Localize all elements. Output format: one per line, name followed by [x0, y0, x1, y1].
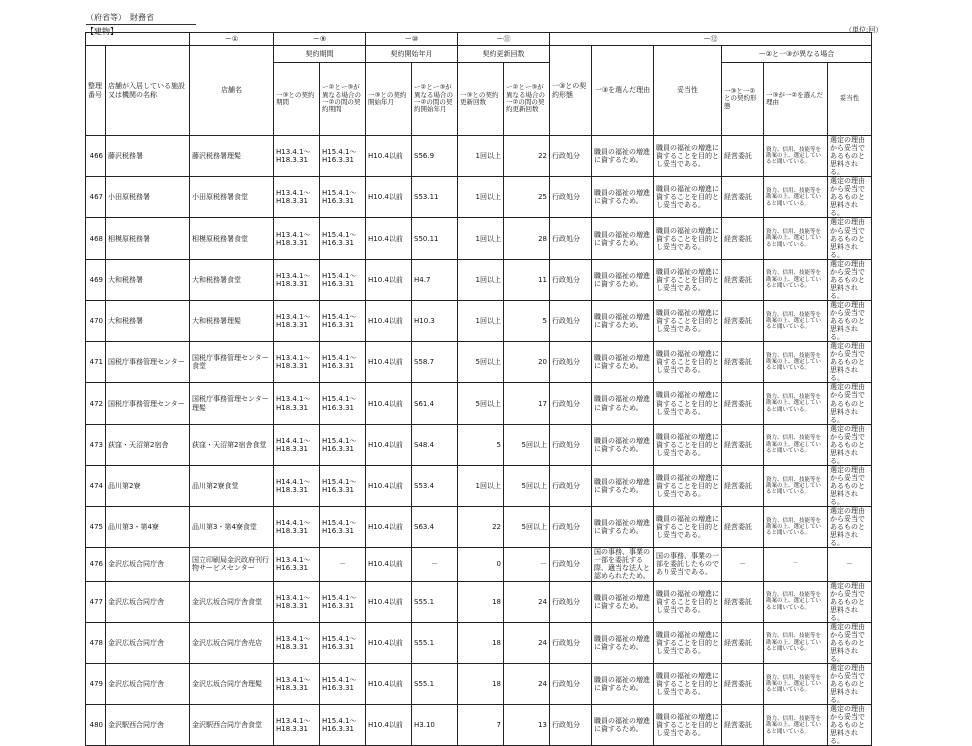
row-reason: 職員の福祉の増進に資するため。: [592, 465, 654, 506]
row-form: 行政処分: [550, 300, 592, 341]
row-period-3: H13.4.1～H18.3.31: [274, 177, 320, 218]
row-start-2: S55.1: [412, 581, 458, 622]
row-store: 国税庁事務管理センター食堂: [190, 342, 274, 383]
table-row: [86, 424, 872, 465]
row-renew-3: 18: [458, 581, 504, 622]
row-form-2: 経営委託: [722, 465, 764, 506]
row-period-2: H15.4.1～H16.3.31: [320, 218, 366, 259]
row-reason: 国の事務、事業の一部を委託する際、適当な法人と認められたため。: [592, 548, 654, 581]
row-form: 行政処分: [550, 622, 592, 663]
column-number-row: [86, 33, 872, 46]
row-start-3: H10.4以前: [366, 465, 412, 506]
row-period-2: H15.4.1～H16.3.31: [320, 581, 366, 622]
row-validity-2: 選定の理由から妥当であるものと思料される。: [828, 218, 872, 259]
row-renew-3: 1回以上: [458, 177, 504, 218]
unit-label: （単位:回）: [845, 26, 883, 34]
header-period-3: 一③との契約期間: [274, 63, 320, 136]
row-reason: 職員の福祉の増進に資するため。: [592, 259, 654, 300]
row-form: 行政処分: [550, 664, 592, 705]
row-form: 行政処分: [550, 465, 592, 506]
row-no: 474: [86, 465, 106, 506]
row-reason-2: 資力、信用、技能等を勘案の上、選定していると聞いている。: [764, 622, 828, 663]
header-group-period: 契約期間: [274, 46, 366, 63]
row-facility: 品川第3・第4寮: [106, 507, 190, 548]
row-reason-2: 資力、信用、技能等を勘案の上、選定していると聞いている。: [764, 465, 828, 506]
row-renew-3: 1回以上: [458, 136, 504, 177]
row-reason: 職員の福祉の増進に資するため。: [592, 218, 654, 259]
row-reason-2: 資力、信用、技能等を勘案の上、選定していると聞いている。: [764, 177, 828, 218]
header-store: 店舗名: [190, 46, 274, 136]
row-reason-2: 資力、信用、技能等を勘案の上、選定していると聞いている。: [764, 507, 828, 548]
row-reason-2: 資力、信用、技能等を勘案の上、選定していると聞いている。: [764, 581, 828, 622]
row-no: 473: [86, 424, 106, 465]
row-facility: 金沢広坂合同庁舎: [106, 664, 190, 705]
row-start-3: H10.4以前: [366, 664, 412, 705]
row-form-2: 経営委託: [722, 424, 764, 465]
row-renew-2: －: [504, 548, 550, 581]
row-period-2: H15.4.1～H16.3.31: [320, 465, 366, 506]
row-period-2: H15.4.1～H16.3.31: [320, 342, 366, 383]
row-validity-2: 選定の理由から妥当であるものと思料される。: [828, 465, 872, 506]
header-validity: 妥当性: [654, 46, 722, 136]
row-start-2: S63.4: [412, 507, 458, 548]
row-reason: 職員の福祉の増進に資するため。: [592, 136, 654, 177]
row-validity: 職員の福祉の増進に資することを目的とし妥当である。: [654, 622, 722, 663]
row-validity: 職員の福祉の増進に資することを目的とし妥当である。: [654, 705, 722, 746]
header-renew-3: 一③との契約更新回数: [458, 63, 504, 136]
row-facility: 金沢広坂合同庁舎: [106, 548, 190, 581]
row-store: 荻窪・天沼第2宿舎食堂: [190, 424, 274, 465]
table-row: [86, 218, 872, 259]
row-renew-3: 1回以上: [458, 300, 504, 341]
row-period-2: H15.4.1～H16.3.31: [320, 622, 366, 663]
table-body: [86, 136, 872, 746]
category-label: 【建物】: [86, 27, 118, 36]
row-store: 相模原税務署食堂: [190, 218, 274, 259]
row-reason: 職員の福祉の増進に資するため。: [592, 342, 654, 383]
row-store: 金沢駅西合同庁舎食堂: [190, 705, 274, 746]
row-start-2: S55.1: [412, 664, 458, 705]
row-renew-2: 5: [504, 300, 550, 341]
col-number-9: ー⑨: [274, 33, 366, 46]
row-period-2: H15.4.1～H16.3.31: [320, 177, 366, 218]
row-form-2: 経営委託: [722, 259, 764, 300]
row-renew-2: 5回以上: [504, 424, 550, 465]
row-form-2: 経営委託: [722, 177, 764, 218]
row-reason: 職員の福祉の増進に資するため。: [592, 177, 654, 218]
row-reason-2: 資力、信用、技能等を勘案の上、選定していると聞いている。: [764, 218, 828, 259]
row-reason-2: 資力、信用、技能等を勘案の上、選定していると聞いている。: [764, 424, 828, 465]
row-period-3: H13.4.1～H18.3.31: [274, 218, 320, 259]
row-renew-2: 24: [504, 581, 550, 622]
row-start-2: H10.3: [412, 300, 458, 341]
row-validity-2: 選定の理由から妥当であるものと思料される。: [828, 581, 872, 622]
row-period-3: H13.4.1～H18.3.31: [274, 622, 320, 663]
row-start-3: H10.4以前: [366, 300, 412, 341]
row-store: 大和税務署食堂: [190, 259, 274, 300]
row-validity-2: 選定の理由から妥当であるものと思料される。: [828, 177, 872, 218]
row-form: 行政処分: [550, 548, 592, 581]
row-validity-2: 選定の理由から妥当であるものと思料される。: [828, 136, 872, 177]
org-name: 財務省: [130, 13, 154, 22]
row-validity-2: 選定の理由から妥当であるものと思料される。: [828, 300, 872, 341]
row-reason: 職員の福祉の増進に資するため。: [592, 622, 654, 663]
row-form: 行政処分: [550, 507, 592, 548]
row-facility: 小田原税務署: [106, 177, 190, 218]
row-start-3: H10.4以前: [366, 581, 412, 622]
row-facility: 国税庁事務管理センター: [106, 383, 190, 424]
row-period-3: H14.4.1～H18.3.31: [274, 424, 320, 465]
row-start-3: H10.4以前: [366, 383, 412, 424]
row-period-2: H15.4.1～H16.3.31: [320, 383, 366, 424]
row-period-3: H13.4.1～H18.3.31: [274, 136, 320, 177]
row-period-2: H15.4.1～H16.3.31: [320, 259, 366, 300]
row-no: 467: [86, 177, 106, 218]
row-facility: 金沢広坂合同庁舎: [106, 581, 190, 622]
row-validity-2: 選定の理由から妥当であるものと思料される。: [828, 383, 872, 424]
row-start-2: S56.9: [412, 136, 458, 177]
row-store: 品川第3・第4寮食堂: [190, 507, 274, 548]
row-no: 478: [86, 622, 106, 663]
row-validity: 職員の福祉の増進に資することを目的とし妥当である。: [654, 136, 722, 177]
row-form-2: 経営委託: [722, 581, 764, 622]
row-renew-3: 1回以上: [458, 259, 504, 300]
row-start-2: H4.7: [412, 259, 458, 300]
table-row: [86, 342, 872, 383]
row-no: 466: [86, 136, 106, 177]
row-renew-2: 5回以上: [504, 507, 550, 548]
row-store: 小田原税務署食堂: [190, 177, 274, 218]
header-no: 整理番号: [86, 46, 106, 136]
row-form-2: 経営委託: [722, 300, 764, 341]
header-reason: 一③を選んだ理由: [592, 46, 654, 136]
row-reason-2: 資力、信用、技能等を勘案の上、選定していると聞いている。: [764, 383, 828, 424]
header-form: 一③との契約形態: [550, 46, 592, 136]
row-validity-2: 選定の理由から妥当であるものと思料される。: [828, 424, 872, 465]
row-renew-2: 17: [504, 383, 550, 424]
row-start-3: H10.4以前: [366, 424, 412, 465]
row-facility: 国税庁事務管理センター: [106, 342, 190, 383]
row-validity-2: 選定の理由から妥当であるものと思料される。: [828, 259, 872, 300]
table-row: [86, 507, 872, 548]
header-start-3: 一③との契約開始年月: [366, 63, 412, 136]
header-reason-2: 一③が一②を選んだ理由: [764, 63, 828, 136]
row-renew-3: 5: [458, 424, 504, 465]
row-start-2: S61.4: [412, 383, 458, 424]
row-period-3: H13.4.1～H18.3.31: [274, 300, 320, 341]
header-period-2: ー②とー③が異なる場合の一②の間の契約期間: [320, 63, 366, 136]
table-row: [86, 177, 872, 218]
row-form-2: 経営委託: [722, 622, 764, 663]
row-form-2: 経営委託: [722, 705, 764, 746]
row-start-3: H10.4以前: [366, 342, 412, 383]
row-period-2: H15.4.1～H16.3.31: [320, 507, 366, 548]
row-renew-3: 1回以上: [458, 218, 504, 259]
row-form: 行政処分: [550, 177, 592, 218]
header-form-2: 一③と一②との契約形態: [722, 63, 764, 136]
row-form: 行政処分: [550, 218, 592, 259]
row-reason: 職員の福祉の増進に資するため。: [592, 705, 654, 746]
row-store: 金沢広坂合同庁舎食堂: [190, 581, 274, 622]
row-start-3: H10.4以前: [366, 705, 412, 746]
row-validity: 職員の福祉の増進に資することを目的とし妥当である。: [654, 581, 722, 622]
row-form: 行政処分: [550, 705, 592, 746]
row-renew-2: 24: [504, 622, 550, 663]
row-form-2: 経営委託: [722, 383, 764, 424]
header-facility: 店舗が入居している施設又は機関の名称: [106, 46, 190, 136]
table-row: [86, 300, 872, 341]
row-validity-2: －: [828, 548, 872, 581]
row-validity: 職員の福祉の増進に資することを目的とし妥当である。: [654, 300, 722, 341]
row-form-2: －: [722, 548, 764, 581]
row-no: 468: [86, 218, 106, 259]
row-start-3: H10.4以前: [366, 259, 412, 300]
row-reason: 職員の福祉の増進に資するため。: [592, 507, 654, 548]
row-form: 行政処分: [550, 259, 592, 300]
table-row: [86, 383, 872, 424]
row-form-2: 経営委託: [722, 664, 764, 705]
row-reason-2: 資力、信用、技能等を勘案の上、選定していると聞いている。: [764, 342, 828, 383]
row-validity-2: 選定の理由から妥当であるものと思料される。: [828, 705, 872, 746]
row-form-2: 経営委託: [722, 342, 764, 383]
col-number-11: ー⑪: [458, 33, 550, 46]
row-validity: 職員の福祉の増進に資することを目的とし妥当である。: [654, 383, 722, 424]
header-group-renewals: 契約更新回数: [458, 46, 550, 63]
row-renew-2: 13: [504, 705, 550, 746]
row-renew-2: 25: [504, 177, 550, 218]
col-number-blank: [86, 33, 190, 46]
row-form-2: 経営委託: [722, 136, 764, 177]
row-start-3: H10.4以前: [366, 548, 412, 581]
row-no: 476: [86, 548, 106, 581]
row-no: 477: [86, 581, 106, 622]
header-group-start: 契約開始年月: [366, 46, 458, 63]
row-start-2: S58.7: [412, 342, 458, 383]
row-store: 品川第2寮食堂: [190, 465, 274, 506]
row-store: 金沢広坂合同庁舎理髪: [190, 664, 274, 705]
row-no: 479: [86, 664, 106, 705]
col-number-10: ー⑩: [366, 33, 458, 46]
row-store: 大和税務署理髪: [190, 300, 274, 341]
row-validity: 職員の福祉の増進に資することを目的とし妥当である。: [654, 177, 722, 218]
row-no: 475: [86, 507, 106, 548]
row-validity: 職員の福祉の増進に資することを目的とし妥当である。: [654, 218, 722, 259]
row-facility: 品川第2寮: [106, 465, 190, 506]
row-period-3: H13.4.1～H16.3.31: [274, 548, 320, 581]
row-facility: 大和税務署: [106, 300, 190, 341]
row-no: 470: [86, 300, 106, 341]
row-form: 行政処分: [550, 581, 592, 622]
row-validity: 職員の福祉の増進に資することを目的とし妥当である。: [654, 424, 722, 465]
row-renew-3: 5回以上: [458, 383, 504, 424]
row-renew-2: 11: [504, 259, 550, 300]
row-reason: 職員の福祉の増進に資するため。: [592, 424, 654, 465]
row-form: 行政処分: [550, 342, 592, 383]
ministry-header: [86, 12, 196, 25]
row-start-2: S53.4: [412, 465, 458, 506]
row-renew-2: 28: [504, 218, 550, 259]
row-validity: 職員の福祉の増進に資することを目的とし妥当である。: [654, 507, 722, 548]
row-form: 行政処分: [550, 136, 592, 177]
row-renew-3: 18: [458, 664, 504, 705]
row-start-2: S50.11: [412, 218, 458, 259]
row-validity-2: 選定の理由から妥当であるものと思料される。: [828, 622, 872, 663]
row-renew-2: 22: [504, 136, 550, 177]
row-store: 藤沢税務署理髪: [190, 136, 274, 177]
table-row: [86, 136, 872, 177]
row-start-2: －: [412, 548, 458, 581]
row-facility: 相模原税務署: [106, 218, 190, 259]
row-no: 469: [86, 259, 106, 300]
row-reason-2: 資力、信用、技能等を勘案の上、選定していると聞いている。: [764, 664, 828, 705]
row-period-3: H13.4.1～H18.3.31: [274, 705, 320, 746]
row-store: 国立印刷局金沢政府刊行物サービスセンター: [190, 548, 274, 581]
row-start-2: S48.4: [412, 424, 458, 465]
table-row: [86, 622, 872, 663]
row-validity: 職員の福祉の増進に資することを目的とし妥当である。: [654, 465, 722, 506]
header-renew-2: ー②とー③が異なる場合の一②の間の契約更新回数: [504, 63, 550, 136]
col-number-12: ー⑫: [550, 33, 872, 46]
row-renew-3: 18: [458, 622, 504, 663]
row-facility: 大和税務署: [106, 259, 190, 300]
row-renew-3: 1回以上: [458, 465, 504, 506]
row-period-3: H13.4.1～H18.3.31: [274, 383, 320, 424]
org-label: （府省等）: [86, 13, 126, 22]
row-renew-2: 24: [504, 664, 550, 705]
row-facility: 金沢広坂合同庁舎: [106, 622, 190, 663]
row-period-3: H13.4.1～H18.3.31: [274, 581, 320, 622]
row-reason-2: 資力、信用、技能等を勘案の上、選定していると聞いている。: [764, 259, 828, 300]
row-start-3: H10.4以前: [366, 507, 412, 548]
table-row: [86, 664, 872, 705]
row-reason-2: 資力、信用、技能等を勘案の上、選定していると聞いている。: [764, 705, 828, 746]
row-start-2: S55.1: [412, 622, 458, 663]
header-start-2: ー②とー③が異なる場合の一②の間の契約開始年月: [412, 63, 458, 136]
table-row: [86, 548, 872, 581]
row-period-2: H15.4.1～H16.3.31: [320, 424, 366, 465]
row-reason-2: 資力、信用、技能等を勘案の上、選定していると聞いている。: [764, 136, 828, 177]
row-renew-2: 20: [504, 342, 550, 383]
header-validity-2: 妥当性: [828, 63, 872, 136]
table-row: [86, 465, 872, 506]
row-form-2: 経営委託: [722, 507, 764, 548]
row-facility: 金沢駅西合同庁舎: [106, 705, 190, 746]
row-start-2: S53.11: [412, 177, 458, 218]
row-period-3: H13.4.1～H18.3.31: [274, 342, 320, 383]
row-period-2: H15.4.1～H16.3.31: [320, 705, 366, 746]
row-period-3: H14.4.1～H18.3.31: [274, 507, 320, 548]
row-no: 480: [86, 705, 106, 746]
row-period-2: H15.4.1～H16.3.31: [320, 664, 366, 705]
row-reason-2: －: [764, 548, 828, 581]
row-period-3: H13.4.1～H18.3.31: [274, 259, 320, 300]
row-renew-3: 5回以上: [458, 342, 504, 383]
contract-table: [85, 32, 872, 746]
row-period-2: H15.4.1～H16.3.31: [320, 136, 366, 177]
row-validity-2: 選定の理由から妥当であるものと思料される。: [828, 342, 872, 383]
header-group-differ: ー②と一③が異なる場合: [722, 46, 872, 63]
row-renew-2: 5回以上: [504, 465, 550, 506]
row-renew-3: 22: [458, 507, 504, 548]
row-period-2: H15.4.1～H16.3.31: [320, 300, 366, 341]
row-start-3: H10.4以前: [366, 622, 412, 663]
row-no: 471: [86, 342, 106, 383]
row-reason-2: 資力、信用、技能等を勘案の上、選定していると聞いている。: [764, 300, 828, 341]
group-header-row: [86, 46, 872, 63]
table-row: [86, 259, 872, 300]
row-reason: 職員の福祉の増進に資するため。: [592, 300, 654, 341]
row-period-3: H14.4.1～H18.3.31: [274, 465, 320, 506]
col-number-1: ー①: [190, 33, 274, 46]
row-validity: 国の事務、事業の一部を委託したものであり妥当である。: [654, 548, 722, 581]
row-start-3: H10.4以前: [366, 218, 412, 259]
row-period-2: －: [320, 548, 366, 581]
row-start-3: H10.4以前: [366, 136, 412, 177]
row-reason: 職員の福祉の増進に資するため。: [592, 383, 654, 424]
row-period-3: H13.4.1～H18.3.31: [274, 664, 320, 705]
row-validity: 職員の福祉の増進に資することを目的とし妥当である。: [654, 259, 722, 300]
row-reason: 職員の福祉の増進に資するため。: [592, 664, 654, 705]
row-facility: 藤沢税務署: [106, 136, 190, 177]
table-row: [86, 581, 872, 622]
row-validity-2: 選定の理由から妥当であるものと思料される。: [828, 507, 872, 548]
row-form-2: 経営委託: [722, 218, 764, 259]
row-renew-3: 0: [458, 548, 504, 581]
row-start-3: H10.4以前: [366, 177, 412, 218]
row-validity: 職員の福祉の増進に資することを目的とし妥当である。: [654, 342, 722, 383]
row-validity: 職員の福祉の増進に資することを目的とし妥当である。: [654, 664, 722, 705]
row-store: 金沢広坂合同庁舎売店: [190, 622, 274, 663]
row-validity-2: 選定の理由から妥当であるものと思料される。: [828, 664, 872, 705]
row-form: 行政処分: [550, 383, 592, 424]
row-store: 国税庁事務管理センター理髪: [190, 383, 274, 424]
row-reason: 職員の福祉の増進に資するため。: [592, 581, 654, 622]
row-form: 行政処分: [550, 424, 592, 465]
row-start-2: H3.10: [412, 705, 458, 746]
row-renew-3: 7: [458, 705, 504, 746]
table-row: [86, 705, 872, 746]
row-no: 472: [86, 383, 106, 424]
row-facility: 荻窪・天沼第2宿舎: [106, 424, 190, 465]
